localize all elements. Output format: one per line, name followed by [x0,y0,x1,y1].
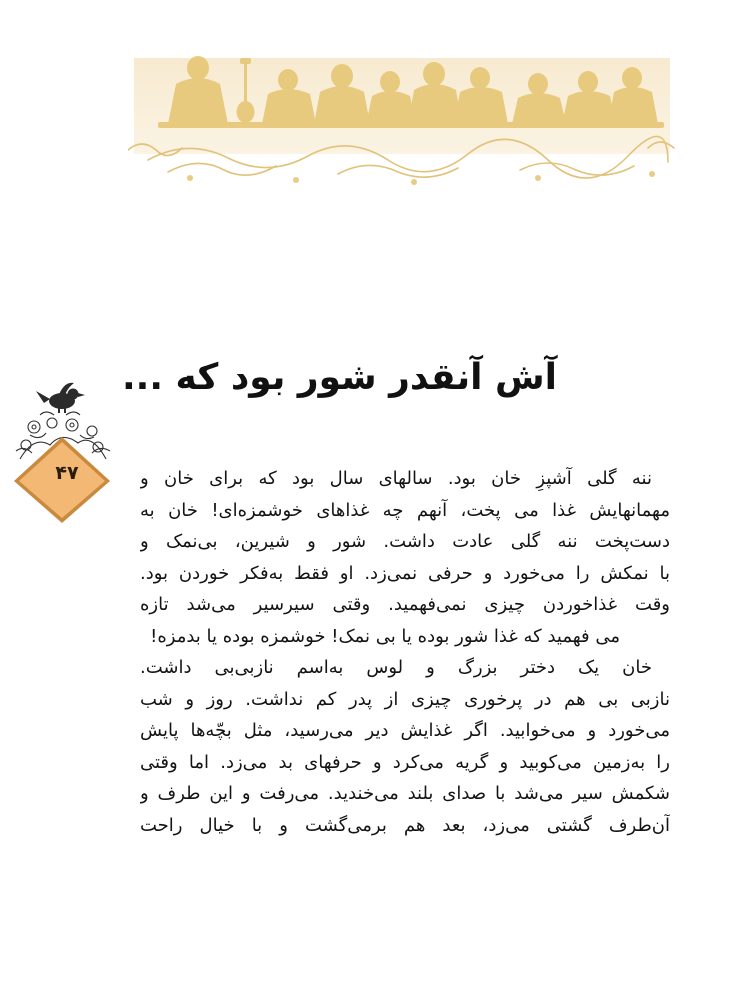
text-line: وقت غذاخوردن چیزی نمی‌فهمید. وقتی سیرسیر می‌شد تازه [140,594,670,615]
text-line: را به‌زمین می‌کوبید و گریه می‌کرد و حرفهای بد می‌زد. اما وقتی [140,751,670,773]
text-line: با نمکش را می‌خورد و حرفی نمی‌زد. او فقط به‌فکر خوردن بود. [140,562,670,584]
chapter-title: آش آنقدر شور بود که ... [121,357,557,398]
text-line: نازبی بی هم در پرخوری چیزی از پدر کم نداشت. روز و شب [140,688,670,710]
page-number-ornament [6,375,118,525]
text-line: مهمانهایش غذا می پخت، آنهم چه غذاهای خوشمزه‌ای! خان به [140,499,670,521]
text-line: می فهمید که غذا شور بوده یا بی نمک! خوشمزه بوده یا بدمزه! [150,625,620,647]
bird-icon [36,383,85,413]
page-number: ۴۷ [55,462,79,484]
text-line: دست‌پخت ننه گلی عادت داشت. شور و شیرین، بی‌نمک و [140,531,670,552]
header-illustration [128,38,676,188]
text-line: می‌خورد و می‌خوابید. اگر غذایش دیر می‌رسید، مثل بچّه‌ها پایش [140,720,670,741]
text-line: آن‌طرف گشتی می‌زد، بعد هم برمی‌گشت و با خیال راحت [140,814,670,836]
text-line: خان یک دختر بزرگ و لوس به‌اسم نازبی‌بی داشت. [140,657,652,678]
text-line: شکمش سیر می‌شد با صدای بلند می‌خندید. می‌رفت و این طرف و [140,783,670,804]
story-body [140,463,670,841]
paragraph-1 [140,463,670,652]
paragraph-2 [140,652,670,841]
text-line: ننه گلی آشپزِ خان بود. سالهای سال بود که برای خان و [140,468,652,489]
